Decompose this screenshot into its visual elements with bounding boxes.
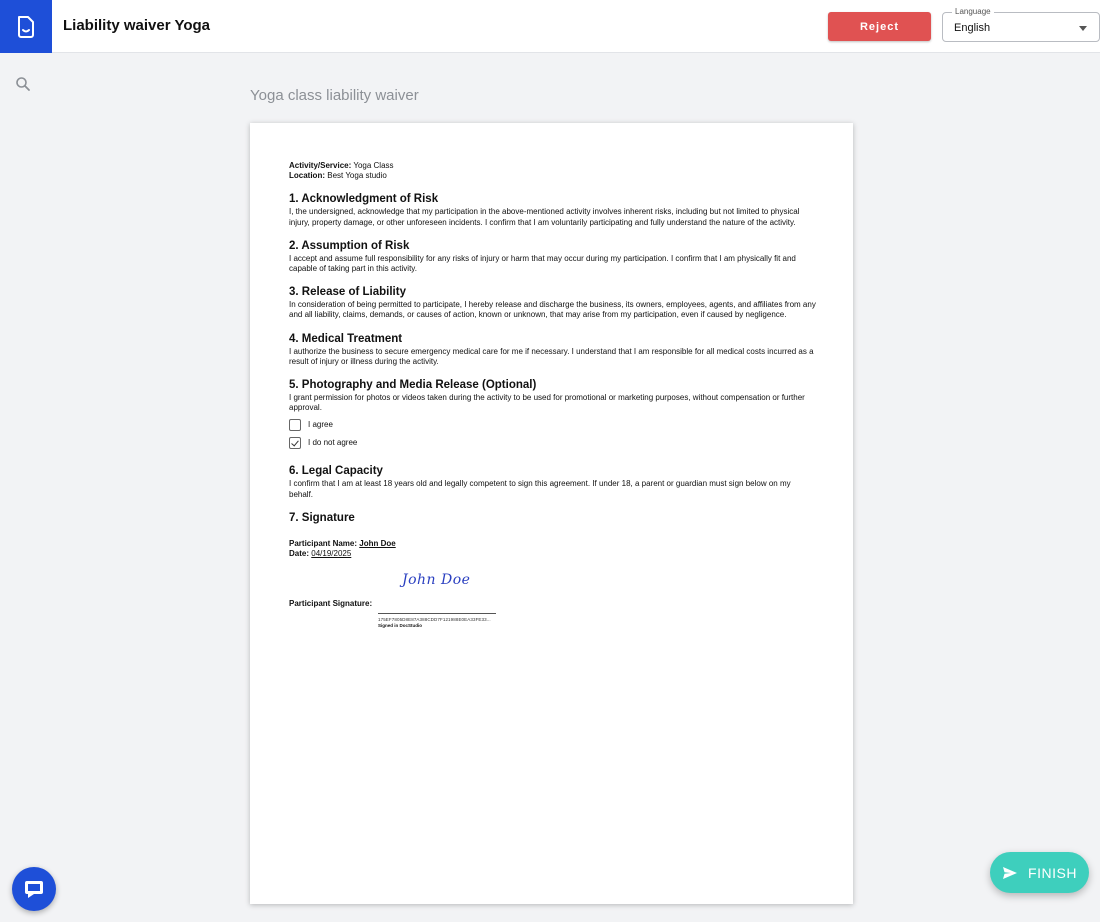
agree-checkbox[interactable] — [289, 419, 301, 431]
section-assumption — [289, 240, 816, 274]
document-page — [250, 123, 853, 904]
app-logo[interactable] — [0, 0, 52, 53]
participant-name-label: Participant Name: — [289, 538, 358, 548]
section-release — [289, 286, 816, 320]
chevron-down-icon — [1079, 26, 1087, 31]
section-title: 5. Photography and Media Release (Optional) — [289, 379, 537, 392]
participant-name-line — [289, 539, 816, 549]
section-body: I confirm that I am at least 18 years old and legally competent to sign this agreement. If under 18, a parent or guardian must sign below on my behalf. — [289, 479, 791, 499]
agree-option[interactable] — [289, 419, 816, 431]
section-title: 6. Legal Capacity — [289, 465, 383, 478]
section-title: 4. Medical Treatment — [289, 332, 403, 345]
activity-label: Activity/Service: — [289, 161, 352, 170]
signed-in-note: Signed in DocStudio — [378, 623, 422, 629]
signature-line — [378, 613, 496, 614]
section-title: 7. Signature — [289, 511, 355, 524]
section-signature — [289, 512, 816, 525]
send-icon — [1002, 866, 1018, 880]
finish-label: FINISH — [1028, 864, 1077, 881]
section-body: In consideration of being permitted to participate, I hereby release and discharge the business, its owners, employees, agents, and affiliates from any and all liability, claims, demands, or causes of action, known or unknown, that may arise from my participation, even if caused by negligence. — [289, 300, 816, 320]
location-value: Best Yoga studio — [327, 171, 387, 181]
chat-button[interactable] — [12, 867, 56, 911]
reject-button[interactable]: Reject — [828, 12, 931, 41]
document-heading: Yoga class liability waiver — [250, 87, 419, 104]
app-header — [0, 0, 1100, 53]
section-body: I grant permission for photos or videos taken during the activity to be used for promotional or marketing purposes, without compensation or further approval. — [289, 393, 805, 413]
section-photography — [289, 379, 816, 449]
signature-image[interactable]: John Doe — [402, 572, 471, 589]
activity-line — [289, 161, 816, 171]
search-icon[interactable] — [15, 76, 31, 92]
section-title: 3. Release of Liability — [289, 286, 406, 299]
finish-button[interactable] — [990, 852, 1089, 893]
signature-label: Participant Signature: — [289, 599, 373, 609]
document-icon — [16, 16, 36, 38]
section-acknowledgment — [289, 193, 816, 227]
participant-fields — [289, 539, 816, 559]
disagree-checkbox[interactable] — [289, 437, 301, 449]
language-value: English — [954, 22, 991, 34]
disagree-label: I do not agree — [308, 438, 358, 448]
agree-label: I agree — [308, 420, 333, 430]
activity-value: Yoga Class — [353, 161, 394, 170]
section-title: 2. Assumption of Risk — [289, 239, 410, 252]
chat-icon — [23, 878, 45, 900]
section-body: I, the undersigned, acknowledge that my participation in the above-mentioned activity involves inherent risks, including but not limited to physical injury, property damage, or other unforeseen incidents. I confirm that I am voluntarily participating and fully understand the nature of the activity. — [289, 207, 800, 227]
section-body: I authorize the business to secure emergency medical care for me if necessary. I understand that I am responsible for all medical costs incurred as a result of injury or illness during the activity. — [289, 346, 814, 366]
signature-block — [289, 572, 816, 629]
participant-name-value: John Doe — [359, 538, 396, 548]
date-label: Date: — [289, 549, 310, 559]
language-label: Language — [952, 7, 994, 16]
date-line — [289, 549, 816, 559]
section-body: I accept and assume full responsibility for any risks of injury or harm that may occur during my participation. I confirm that I am physically fit and capable of taking part in this activity. — [289, 253, 796, 274]
section-title: 1. Acknowledgment of Risk — [289, 193, 439, 206]
location-line — [289, 171, 816, 181]
signature-hash: 175EF7805D8E87A388CDD7F121988E0EA33FE33... — [378, 617, 491, 623]
language-select[interactable] — [942, 7, 1100, 42]
disagree-option[interactable] — [289, 437, 816, 449]
date-value: 04/19/2025 — [311, 549, 352, 559]
section-legal-capacity — [289, 465, 816, 499]
location-label: Location: — [289, 171, 325, 181]
section-medical — [289, 333, 816, 367]
page-title: Liability waiver Yoga — [63, 17, 210, 34]
document-content — [289, 161, 816, 629]
